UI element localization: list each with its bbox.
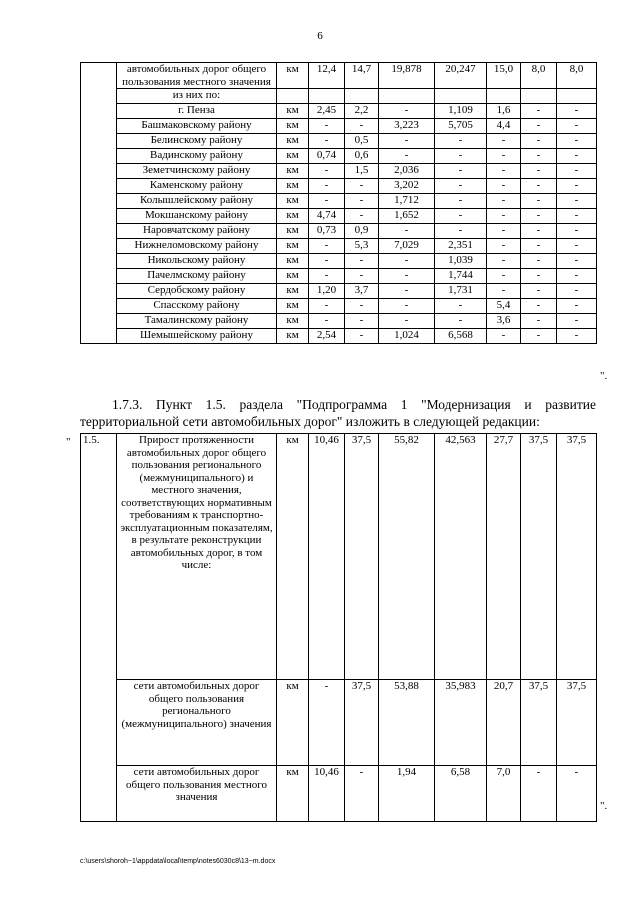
value-cell: 27,7 bbox=[487, 434, 521, 680]
value-cell: - bbox=[557, 104, 597, 119]
district-label: Каменскому району bbox=[117, 179, 277, 194]
value-cell: - bbox=[557, 164, 597, 179]
value-cell: - bbox=[379, 104, 435, 119]
unit-cell: км bbox=[277, 119, 309, 134]
value-cell: - bbox=[379, 134, 435, 149]
table-row bbox=[81, 149, 597, 164]
value-cell: 1,5 bbox=[345, 164, 379, 179]
value-cell: - bbox=[435, 299, 487, 314]
district-label: Башмаковскому району bbox=[117, 119, 277, 134]
value-cell: - bbox=[521, 149, 557, 164]
value-cell: - bbox=[309, 134, 345, 149]
value-cell: - bbox=[435, 314, 487, 329]
value-cell: - bbox=[487, 269, 521, 284]
file-path-footer: c:\users\shoroh~1\appdata\local\temp\notes6030c8\13~m.docx bbox=[80, 858, 276, 865]
value-cell: 14,7 bbox=[345, 63, 379, 89]
table-row bbox=[81, 239, 597, 254]
roads-table-local bbox=[80, 62, 597, 344]
value-cell: - bbox=[521, 284, 557, 299]
value-cell: - bbox=[521, 239, 557, 254]
value-cell: - bbox=[487, 254, 521, 269]
value-cell: - bbox=[345, 269, 379, 284]
row-label: сети автомобильных дорог общего пользования регионального (межмуниципального) значения bbox=[117, 680, 277, 766]
value-cell: 2,351 bbox=[435, 239, 487, 254]
value-cell: - bbox=[557, 254, 597, 269]
value-cell: 19,878 bbox=[379, 63, 435, 89]
value-cell: 1,109 bbox=[435, 104, 487, 119]
value-cell: - bbox=[309, 164, 345, 179]
value-cell: - bbox=[309, 254, 345, 269]
value-cell: 1,744 bbox=[435, 269, 487, 284]
row-label: сети автомобильных дорог общего пользования местного значения bbox=[117, 766, 277, 822]
value-cell: 1,712 bbox=[379, 194, 435, 209]
value-cell: 1,20 bbox=[309, 284, 345, 299]
value-cell: - bbox=[487, 134, 521, 149]
value-cell: 0,9 bbox=[345, 224, 379, 239]
unit-cell: км bbox=[277, 766, 309, 822]
value-cell: - bbox=[521, 766, 557, 822]
number-cell bbox=[81, 63, 117, 344]
value-cell: - bbox=[557, 766, 597, 822]
value-cell: - bbox=[345, 329, 379, 344]
value-cell: 37,5 bbox=[557, 680, 597, 766]
value-cell: - bbox=[309, 119, 345, 134]
value-cell: - bbox=[435, 149, 487, 164]
value-cell: 2,2 bbox=[345, 104, 379, 119]
value-cell: - bbox=[487, 224, 521, 239]
district-label: Спасскому району bbox=[117, 299, 277, 314]
value-cell: - bbox=[487, 194, 521, 209]
value-cell: - bbox=[557, 314, 597, 329]
value-cell: 7,029 bbox=[379, 239, 435, 254]
value-cell: 0,73 bbox=[309, 224, 345, 239]
value-cell: - bbox=[435, 164, 487, 179]
unit-cell: км bbox=[277, 224, 309, 239]
district-label: Вадинскому району bbox=[117, 149, 277, 164]
value-cell: 8,0 bbox=[521, 63, 557, 89]
value-cell: - bbox=[521, 269, 557, 284]
value-cell: 20,247 bbox=[435, 63, 487, 89]
unit-cell: км bbox=[277, 314, 309, 329]
value-cell: - bbox=[379, 284, 435, 299]
value-cell: - bbox=[345, 194, 379, 209]
value-cell: - bbox=[309, 179, 345, 194]
value-cell: 0,74 bbox=[309, 149, 345, 164]
value-cell: - bbox=[435, 179, 487, 194]
value-cell: 1,652 bbox=[379, 209, 435, 224]
table-row bbox=[81, 269, 597, 284]
item-number: 1.5. bbox=[81, 434, 117, 822]
table-row bbox=[81, 209, 597, 224]
unit-cell: км bbox=[277, 209, 309, 224]
value-cell: 37,5 bbox=[521, 680, 557, 766]
unit-cell: км bbox=[277, 434, 309, 680]
value-cell: 53,88 bbox=[379, 680, 435, 766]
value-cell: 55,82 bbox=[379, 434, 435, 680]
table-row bbox=[81, 766, 597, 822]
unit-cell: км bbox=[277, 254, 309, 269]
table-row bbox=[81, 194, 597, 209]
unit-cell: км bbox=[277, 299, 309, 314]
value-cell: 37,5 bbox=[345, 434, 379, 680]
page-number: 6 bbox=[317, 30, 323, 42]
district-label: Наровчатскому району bbox=[117, 224, 277, 239]
value-cell: 4,4 bbox=[487, 119, 521, 134]
value-cell: - bbox=[487, 284, 521, 299]
district-label: Земетчинскому району bbox=[117, 164, 277, 179]
district-label: Никольскому району bbox=[117, 254, 277, 269]
value-cell: - bbox=[435, 194, 487, 209]
table-row bbox=[81, 119, 597, 134]
value-cell: 1,024 bbox=[379, 329, 435, 344]
value-cell: - bbox=[557, 239, 597, 254]
value-cell: - bbox=[379, 314, 435, 329]
district-label: Пачелмскому району bbox=[117, 269, 277, 284]
district-label: Нижнеломовскому району bbox=[117, 239, 277, 254]
value-cell: - bbox=[345, 254, 379, 269]
value-cell: 4,74 bbox=[309, 209, 345, 224]
row-label: автомобильных дорог общего пользования местного значения bbox=[117, 63, 277, 89]
value-cell: - bbox=[435, 134, 487, 149]
value-cell: - bbox=[521, 329, 557, 344]
value-cell: - bbox=[557, 224, 597, 239]
unit-cell: км bbox=[277, 329, 309, 344]
table-row bbox=[81, 224, 597, 239]
value-cell: 3,223 bbox=[379, 119, 435, 134]
value-cell: - bbox=[487, 149, 521, 164]
value-cell: - bbox=[557, 119, 597, 134]
value-cell: - bbox=[487, 179, 521, 194]
value-cell: - bbox=[309, 680, 345, 766]
value-cell: - bbox=[379, 254, 435, 269]
table-row bbox=[81, 284, 597, 299]
value-cell: 5,4 bbox=[487, 299, 521, 314]
value-cell: 15,0 bbox=[487, 63, 521, 89]
value-cell: 12,4 bbox=[309, 63, 345, 89]
value-cell: - bbox=[521, 134, 557, 149]
value-cell: 10,46 bbox=[309, 766, 345, 822]
table-row bbox=[81, 63, 597, 89]
value-cell: - bbox=[521, 104, 557, 119]
unit-cell: км bbox=[277, 194, 309, 209]
table-row bbox=[81, 434, 597, 680]
value-cell: 5,705 bbox=[435, 119, 487, 134]
value-cell: - bbox=[379, 299, 435, 314]
unit-cell: км bbox=[277, 164, 309, 179]
value-cell: - bbox=[345, 209, 379, 224]
subheader-label: из них по: bbox=[117, 89, 277, 104]
unit-cell: км bbox=[277, 63, 309, 89]
value-cell: - bbox=[345, 179, 379, 194]
unit-cell: км bbox=[277, 179, 309, 194]
table-row bbox=[81, 680, 597, 766]
value-cell: - bbox=[309, 314, 345, 329]
value-cell: - bbox=[521, 164, 557, 179]
value-cell: 1,731 bbox=[435, 284, 487, 299]
roads-table-growth bbox=[80, 433, 597, 822]
district-label: Тамалинскому району bbox=[117, 314, 277, 329]
value-cell: - bbox=[521, 179, 557, 194]
value-cell: - bbox=[557, 299, 597, 314]
value-cell: - bbox=[309, 194, 345, 209]
closing-quote-2: ". bbox=[600, 800, 608, 812]
value-cell: - bbox=[521, 299, 557, 314]
value-cell: - bbox=[521, 209, 557, 224]
table-row bbox=[81, 299, 597, 314]
value-cell: 1,039 bbox=[435, 254, 487, 269]
value-cell: - bbox=[435, 209, 487, 224]
value-cell: - bbox=[521, 119, 557, 134]
value-cell: 7,0 bbox=[487, 766, 521, 822]
table-row bbox=[81, 164, 597, 179]
unit-cell: км bbox=[277, 680, 309, 766]
table-row bbox=[81, 179, 597, 194]
value-cell: 20,7 bbox=[487, 680, 521, 766]
value-cell: 5,3 bbox=[345, 239, 379, 254]
value-cell: - bbox=[521, 254, 557, 269]
value-cell: 37,5 bbox=[521, 434, 557, 680]
table-row bbox=[81, 314, 597, 329]
value-cell: 37,5 bbox=[345, 680, 379, 766]
table-row bbox=[81, 89, 597, 104]
value-cell: 0,6 bbox=[345, 149, 379, 164]
value-cell: 6,568 bbox=[435, 329, 487, 344]
unit-cell: км bbox=[277, 134, 309, 149]
unit-cell: км bbox=[277, 284, 309, 299]
value-cell: - bbox=[345, 766, 379, 822]
value-cell: - bbox=[309, 299, 345, 314]
value-cell: - bbox=[557, 194, 597, 209]
table-row bbox=[81, 254, 597, 269]
district-label: Шемышейскому району bbox=[117, 329, 277, 344]
value-cell: - bbox=[487, 164, 521, 179]
district-label: Колышлейскому району bbox=[117, 194, 277, 209]
value-cell: - bbox=[345, 119, 379, 134]
value-cell: - bbox=[309, 239, 345, 254]
value-cell: 35,983 bbox=[435, 680, 487, 766]
opening-quote: " bbox=[66, 436, 71, 448]
value-cell: - bbox=[345, 314, 379, 329]
value-cell: - bbox=[487, 329, 521, 344]
value-cell: - bbox=[379, 269, 435, 284]
district-label: Сердобскому району bbox=[117, 284, 277, 299]
amendment-text: 1.7.3. Пункт 1.5. раздела "Подпрограмма 1 "Модернизация и развитие территориальной сети автомобильных дорог" изложить в следующей редакции: bbox=[80, 397, 596, 429]
value-cell: 2,036 bbox=[379, 164, 435, 179]
value-cell: 42,563 bbox=[435, 434, 487, 680]
value-cell: - bbox=[557, 329, 597, 344]
amendment-paragraph bbox=[80, 396, 596, 430]
value-cell: 3,6 bbox=[487, 314, 521, 329]
value-cell: - bbox=[521, 194, 557, 209]
value-cell: - bbox=[557, 149, 597, 164]
value-cell: 1,6 bbox=[487, 104, 521, 119]
value-cell: - bbox=[435, 224, 487, 239]
value-cell: - bbox=[309, 269, 345, 284]
value-cell: - bbox=[345, 299, 379, 314]
value-cell: - bbox=[557, 179, 597, 194]
value-cell: - bbox=[557, 284, 597, 299]
row-label: Прирост протяженности автомобильных дорог общего пользования регионального (межмуниципального) и местного значения, соответствующих нормативным требованиям к транспортно-эксплуатационным показателям, в результате реконструкции автомобильных дорог, в том числе: bbox=[117, 434, 277, 680]
value-cell: - bbox=[379, 224, 435, 239]
district-label: г. Пенза bbox=[117, 104, 277, 119]
unit-cell: км bbox=[277, 239, 309, 254]
value-cell: 1,94 bbox=[379, 766, 435, 822]
value-cell: 2,54 bbox=[309, 329, 345, 344]
value-cell: 10,46 bbox=[309, 434, 345, 680]
closing-quote: ". bbox=[600, 370, 608, 382]
value-cell: - bbox=[487, 209, 521, 224]
unit-cell: км bbox=[277, 149, 309, 164]
value-cell: - bbox=[487, 239, 521, 254]
value-cell: - bbox=[379, 149, 435, 164]
value-cell: 6,58 bbox=[435, 766, 487, 822]
unit-cell: км bbox=[277, 104, 309, 119]
table-row bbox=[81, 134, 597, 149]
value-cell: 3,202 bbox=[379, 179, 435, 194]
value-cell: - bbox=[557, 269, 597, 284]
table-row bbox=[81, 104, 597, 119]
value-cell: - bbox=[521, 224, 557, 239]
value-cell: 8,0 bbox=[557, 63, 597, 89]
table-row bbox=[81, 329, 597, 344]
value-cell: - bbox=[557, 209, 597, 224]
district-label: Белинскому району bbox=[117, 134, 277, 149]
district-label: Мокшанскому району bbox=[117, 209, 277, 224]
value-cell: 3,7 bbox=[345, 284, 379, 299]
value-cell: 2,45 bbox=[309, 104, 345, 119]
value-cell: 37,5 bbox=[557, 434, 597, 680]
value-cell: 0,5 bbox=[345, 134, 379, 149]
value-cell: - bbox=[521, 314, 557, 329]
value-cell: - bbox=[557, 134, 597, 149]
unit-cell: км bbox=[277, 269, 309, 284]
